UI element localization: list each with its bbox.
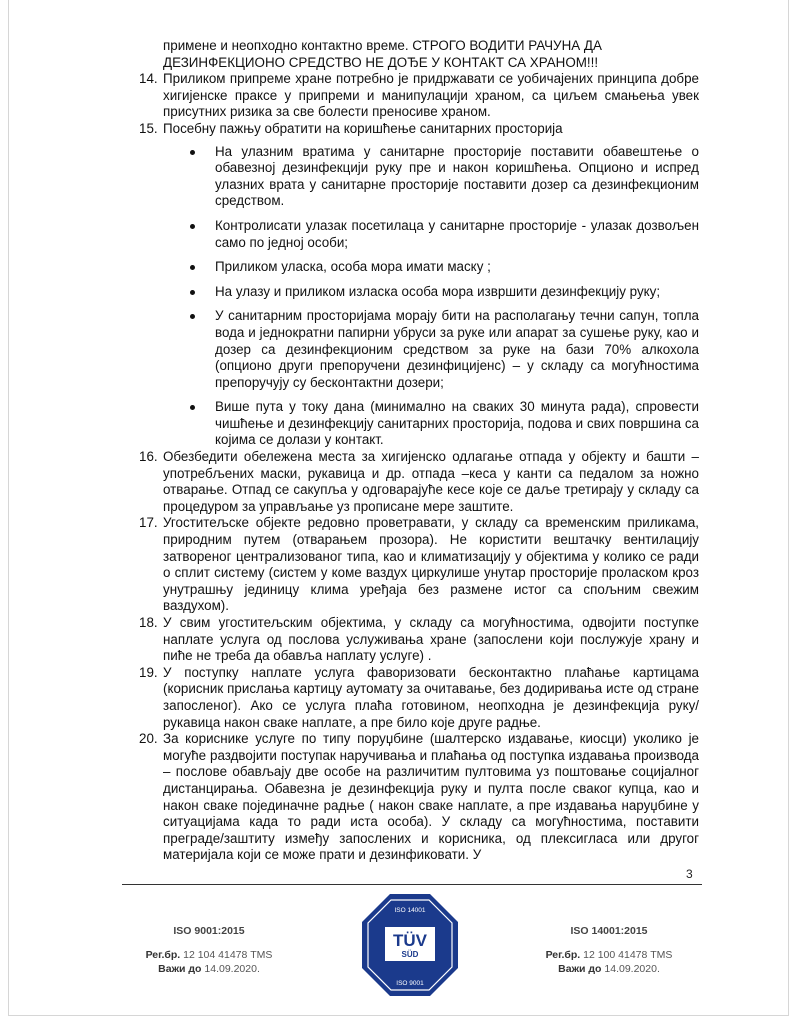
bullet-item <box>163 259 699 276</box>
list-item-17 <box>139 515 699 615</box>
list-item-20 <box>139 731 699 864</box>
item-number: 15. <box>139 120 158 136</box>
item-number: 14. <box>139 71 158 87</box>
tuv-sud-logo <box>361 893 459 997</box>
bullet-item <box>163 399 699 449</box>
page-number: 3 <box>686 867 693 881</box>
bullet-text: На улазним вратима у санитарне просторије поставити обавештење о обавезној дезинфекцији руку пре и након коришћења. Опционо и испред улазних врата у санитарне просторије поставити дозер са дезинфекционим средством. <box>215 143 699 209</box>
bullet-list <box>163 144 699 450</box>
bullet-text: У санитарним просторијама морају бити на располагању течни сапун, топла вода и једнократни папирни убруси за руке или апарат за сушење руку, као и дозер са дезинфекционим средством за руке на бази 70% алкохола (опционо други препоручени дезинфицијенс) – у складу са могућностима препоручују су бесконтактни дозери; <box>215 308 699 390</box>
list-item-18 <box>139 615 699 665</box>
valid-label: Важи до <box>158 963 202 975</box>
list-item-14 <box>139 71 699 121</box>
document-page <box>8 0 789 1016</box>
reg-value: 12 100 41478 TMS <box>583 949 673 961</box>
reg-value: 12 104 41478 TMS <box>183 949 273 961</box>
item-text: У поступку наплате услуга фаворизовати бесконтактно плаћање картицама (корисник прислања картицу аутомату за очитавање, без додиривања исте од стране запосленог). Ако се услуга плаћа готовином, неопходна је дезинфекција руку/рукавица након сваке наплате, а пре било које друге радње. <box>163 664 699 730</box>
list-item-19 <box>139 665 699 731</box>
intro-line: примене и неопходно контактно време. СТРОГО ВОДИТИ РАЧУНА ДА <box>163 38 602 53</box>
item-text: Приликом припреме хране потребно је придржавати се уобичајених принципа добре хигијенске праксе у припреми и манипулацији храном, са циљем смањења увек присутних ризика за све болести преносиве храном. <box>163 71 699 120</box>
bullet-dot-icon <box>190 405 195 410</box>
bullet-dot-icon <box>190 265 195 270</box>
bullet-dot-icon <box>190 224 195 229</box>
item-text: За кориснике услуге по типу поруџбине (шалтерско издавање, киосци) уколико је могуће раздвојити поступак наручивања и плаћања од поступка издавања производа – послове обављају две особе на различитим пултовима уз поштовање социјалног дистанцирања. Обавезна је дезинфекција руку и пулта после сваког купца, као и након сваке појединачне радње ( након сваке наплате, а пре издавања наруџбине у ситуацијама када то ради иста особа). У складу са могућностима, поставити преграде/заштиту између запослених и корисника, од плексигласа или другог материјала који се може прати и дезинфиковати. У <box>163 731 699 863</box>
reg-label: Рег.бр. <box>145 949 181 961</box>
item-text: Обезбедити обележена места за хигијенско одлагање отпада у објекту и башти – употребљених маски, рукавица и др. отпада –кеса у канти са педалом за ножно отварање. Отпад се сакупља у одговарајуће кесе које се даље третирају у складу са процедуром за управљање уз прописане мере заштите. <box>163 449 699 514</box>
item-text: Угоститељске објекте редовно проветравати, у складу са временским приликама, природним путем (отварањем прозора). Не користити вештачку вентилацију затвореног централизованог типа, као и климатизацију у објектима у колико се ради о сплит систему (систем у коме ваздух циркулише унутар просторије проласком кроз унутрашњу јединицу клима уређаја без размене истог са спољним свежим ваздухом). <box>163 515 699 614</box>
bullet-item <box>163 284 699 301</box>
valid-value: 14.09.2020. <box>204 963 260 975</box>
bullet-dot-icon <box>190 290 195 295</box>
item-number: 18. <box>139 615 158 630</box>
item-number: 19. <box>139 664 158 680</box>
logo-top-text: ISO 14001 <box>394 907 426 914</box>
bullet-item <box>163 218 699 251</box>
bullet-text: На улазу и приликом изласка особа мора извршити дезинфекцију руку; <box>215 283 661 299</box>
logo-brand: TÜV <box>393 931 427 950</box>
tuv-octagon-icon <box>361 893 459 997</box>
cert-title: ISO 14001:2015 <box>570 925 648 937</box>
item-text: Посебну пажњу обратити на коришћење санитарних просторија <box>163 120 563 136</box>
item-number: 16. <box>139 449 158 465</box>
valid-label: Важи до <box>558 963 602 975</box>
reg-label: Рег.бр. <box>545 949 581 961</box>
item-number: 17. <box>139 515 158 531</box>
bullet-text: Више пута у току дана (минимално на сваких 30 минута рада), спровести чишћење и дезинфекцију санитарних просторија, подова и свих површина са којима се долази у контакт. <box>215 399 699 448</box>
item-number: 20. <box>139 731 158 747</box>
logo-bottom-text: ISO 9001 <box>396 980 424 987</box>
item-text: У свим угоститељским објектима, у складу са могућностима, одвојити поступке наплате услуга од послова услуживања хране (запослени који послужује храну и пиће не треба да обавља наплату услуге) . <box>163 615 699 664</box>
bullet-item <box>163 308 699 391</box>
cert-title: ISO 9001:2015 <box>173 925 245 937</box>
iso-9001-certificate <box>144 924 274 976</box>
logo-brand-sub: SÜD <box>401 950 419 959</box>
list-item-16 <box>139 449 699 515</box>
footer-divider <box>122 884 702 885</box>
bullet-text: Контролисати улазак посетилаца у санитарне просторије - улазак дозвољен само по једној особи; <box>215 217 699 250</box>
bullet-dot-icon <box>190 150 195 155</box>
document-body <box>139 38 699 864</box>
list-item-15 <box>139 121 699 449</box>
intro-line: ДЕЗИНФЕКЦИОНО СРЕДСТВО НЕ ДОЂЕ У КОНТАКТ СА ХРАНОМ!!! <box>163 54 599 70</box>
bullet-item <box>163 144 699 210</box>
iso-14001-certificate <box>539 924 679 976</box>
bullet-text: Приликом уласка, особа мора имати маску ; <box>215 259 491 275</box>
bullet-dot-icon <box>190 314 195 319</box>
valid-value: 14.09.2020. <box>604 963 660 975</box>
